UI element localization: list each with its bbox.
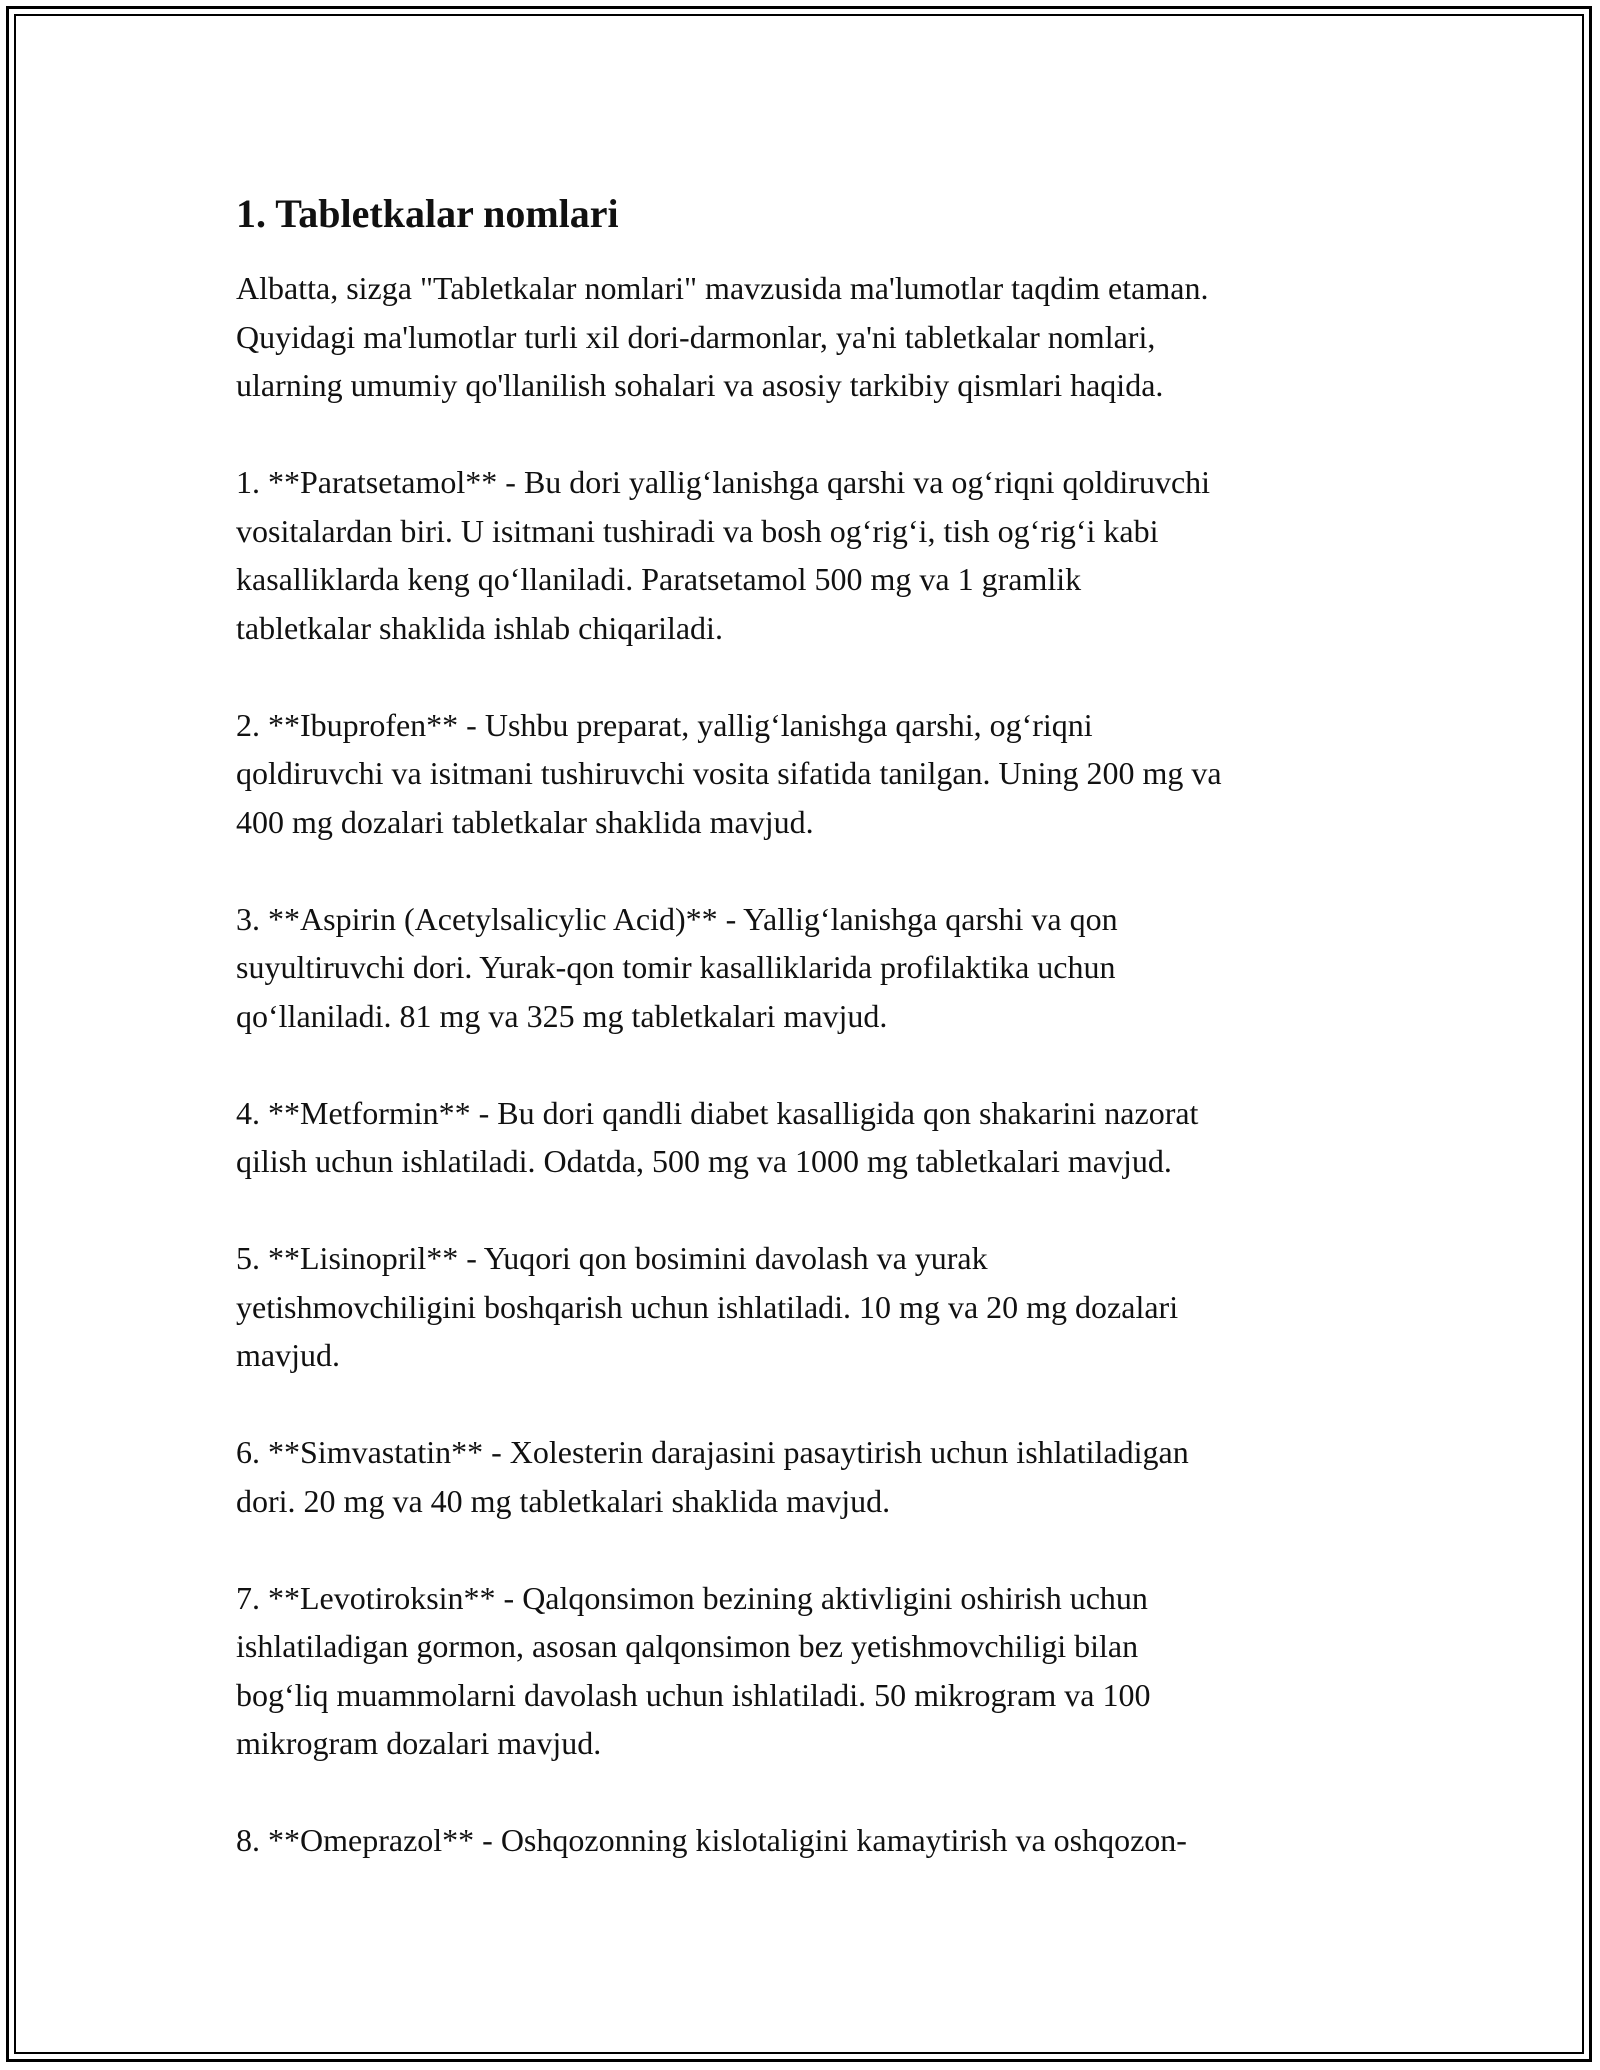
list-item-simvastatin: 6. **Simvastatin** - Xolesterin darajasini pasaytirish uchun ishlatiladigan dori. 20 mg va 40 mg tabletkalari shaklida mavjud. xyxy=(236,1434,1189,1519)
document-body xyxy=(236,186,1376,1865)
list-item-lisinopril: 5. **Lisinopril** - Yuqori qon bosimini davolash va yurak yetishmovchiligini boshqarish uchun ishlatiladi. 10 mg va 20 mg dozalari mavjud. xyxy=(236,1240,1179,1373)
list-item-metformin: 4. **Metformin** - Bu dori qandli diabet kasalligida qon shakarini nazorat qilish uchun ishlatiladi. Odatda, 500 mg va 1000 mg tabletkalari mavjud. xyxy=(236,1094,1199,1179)
list-item-levotiroksin: 7. **Levotiroksin** - Qalqonsimon bezining aktivligini oshirish uchun ishlatiladigan gormon, asosan qalqonsimon bez yetishmovchiligi bilan bog‘liq muammolarni davolash uchun ishlatiladi. 50 mikrogram va 100 mikrogram dozalari mavjud. xyxy=(236,1579,1151,1761)
list-item-paratsetamol: 1. **Paratsetamol** - Bu dori yallig‘lanishga qarshi va og‘riqni qoldiruvchi vositalardan biri. U isitmani tushiradi va bosh og‘rig‘i, tish og‘rig‘i kabi kasalliklarda keng qo‘llaniladi. Paratsetamol 500 mg va 1 gramlik tabletkalar shaklida ishlab chiqariladi. xyxy=(236,464,1211,646)
list-item-aspirin: 3. **Aspirin (Acetylsalicylic Acid)** - Yallig‘lanishga qarshi va qon suyultiruvchi dori. Yurak-qon tomir kasalliklarida profilaktika uchun qo‘llaniladi. 81 mg va 325 mg tabletkalari mavjud. xyxy=(236,900,1118,1034)
intro-paragraph: Albatta, sizga "Tabletkalar nomlari" mavzusida ma'lumotlar taqdim etaman. Quyidagi ma'lumotlar turli xil dori-darmonlar, ya'ni tabletkalar nomlari, ularning umumiy qo'llanilish sohalari va asosiy tarkibiy qismlari haqida. xyxy=(236,270,1209,403)
list-item-ibuprofen: 2. **Ibuprofen** - Ushbu preparat, yallig‘lanishga qarshi, og‘riqni qoldiruvchi va isitmani tushiruvchi vosita sifatida tanilgan. Uning 200 mg va 400 mg dozalari tabletkalar shaklida mavjud. xyxy=(236,706,1222,840)
section-heading: 1. Tabletkalar nomlari xyxy=(236,191,619,236)
list-item-omeprazol: 8. **Omeprazol** - Oshqozonning kislotaligini kamaytirish va oshqozon- xyxy=(236,1822,1187,1858)
